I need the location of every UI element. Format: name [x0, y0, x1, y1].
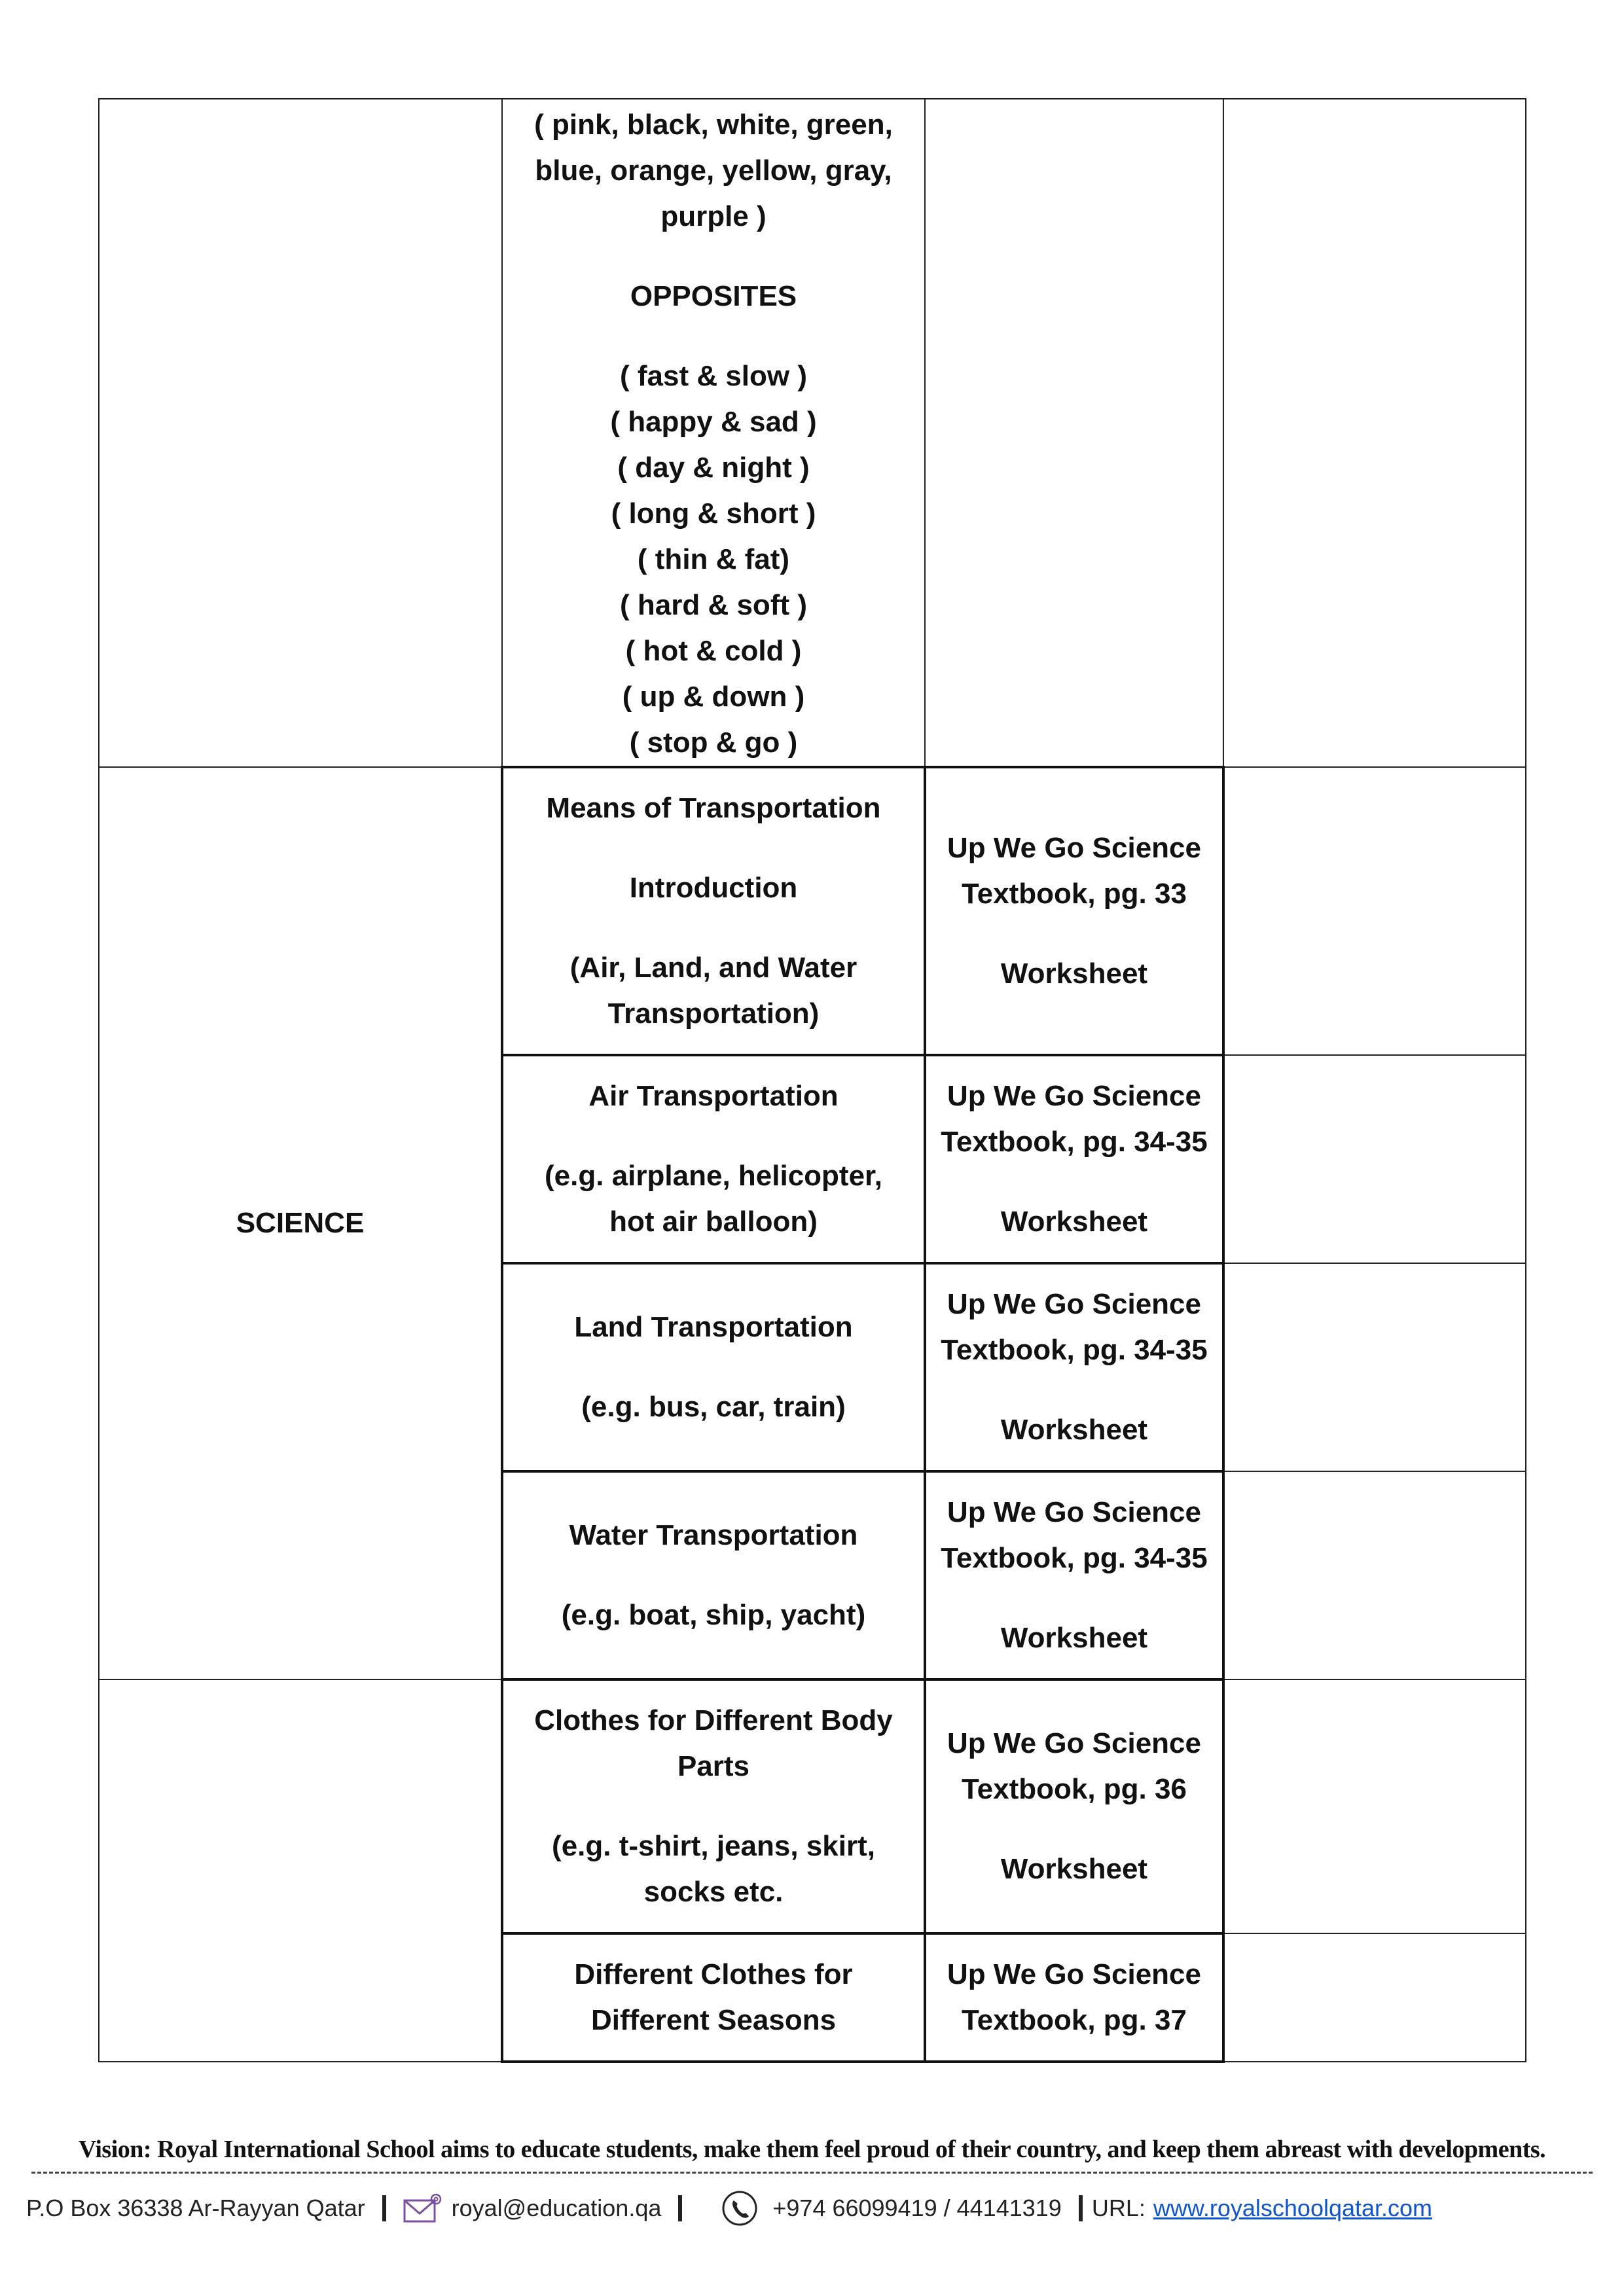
- topic-line: (e.g. bus, car, train): [581, 1391, 846, 1423]
- topic-line: socks etc.: [643, 1876, 784, 1908]
- resource-worksheet: Worksheet: [1000, 1414, 1148, 1446]
- resource-line: Textbook, pg. 34-35: [941, 1126, 1208, 1158]
- topic-title: Clothes for Different Body: [534, 1704, 893, 1736]
- notes-cell: [1223, 767, 1526, 1055]
- separator: [382, 2195, 386, 2221]
- subject-cell-empty: [99, 99, 502, 767]
- resource-cell: [925, 1263, 1223, 1471]
- topic-cell: [502, 1933, 925, 2062]
- resource-line: Up We Go Science: [947, 1727, 1201, 1759]
- opposite-pair: ( long & short ): [611, 497, 816, 529]
- topic-title: Different Seasons: [590, 2004, 837, 2036]
- curriculum-table: [98, 98, 1526, 2063]
- opposite-pair: ( hot & cold ): [625, 635, 802, 667]
- colors-line: blue, orange, yellow, gray,: [535, 154, 892, 187]
- table-row: [99, 767, 1526, 1055]
- subject-cell-empty: [99, 1679, 502, 2062]
- separator: [1079, 2195, 1083, 2221]
- notes-cell: [1223, 1471, 1526, 1679]
- table-row-colors-opposites: [99, 99, 1526, 767]
- vision-statement: Vision: Royal International School aims to educate students, make them feel proud of their country, and keep them abreast with developments.: [78, 2136, 1546, 2163]
- topic-title: Parts: [677, 1750, 750, 1782]
- resource-line: Up We Go Science: [947, 832, 1201, 864]
- topic-cell: [502, 1055, 925, 1263]
- topic-cell: [502, 1679, 925, 1933]
- topic-line: hot air balloon): [609, 1206, 818, 1238]
- resource-line: Textbook, pg. 33: [962, 878, 1187, 910]
- topic-line: Transportation): [607, 997, 820, 1030]
- resource-cell: [925, 767, 1223, 1055]
- topic-title: Land Transportation: [574, 1311, 853, 1343]
- website-link[interactable]: www.royalschoolqatar.com: [1153, 2195, 1433, 2221]
- topic-line: (e.g. t-shirt, jeans, skirt,: [552, 1830, 875, 1862]
- resource-line: Textbook, pg. 34-35: [941, 1334, 1208, 1366]
- resource-line: Up We Go Science: [947, 1496, 1201, 1528]
- address-text: P.O Box 36338 Ar-Rayyan Qatar: [26, 2195, 365, 2221]
- phone-icon: [721, 2190, 758, 2227]
- resource-line: Textbook, pg. 34-35: [941, 1542, 1208, 1574]
- topic-line: (e.g. airplane, helicopter,: [545, 1160, 882, 1192]
- topic-cell: [502, 1263, 925, 1471]
- notes-cell: [1223, 1055, 1526, 1263]
- resource-worksheet: Worksheet: [1000, 1206, 1148, 1238]
- email-text: royal@education.qa: [451, 2195, 662, 2221]
- colors-line: purple ): [660, 200, 767, 232]
- opposite-pair: ( thin & fat): [637, 543, 790, 575]
- resource-worksheet: Worksheet: [1000, 1622, 1148, 1654]
- opposite-pair: ( up & down ): [622, 681, 805, 713]
- resource-line: Up We Go Science: [947, 1288, 1201, 1320]
- resource-line: Up We Go Science: [947, 1080, 1201, 1112]
- topic-title: Air Transportation: [588, 1080, 839, 1112]
- topic-title: Means of Transportation: [546, 792, 881, 824]
- topic-line: (e.g. boat, ship, yacht): [561, 1599, 866, 1631]
- subject-cell-science: SCIENCE: [99, 767, 502, 1679]
- resource-cell-empty: [925, 99, 1223, 767]
- topic-title: Water Transportation: [569, 1519, 858, 1551]
- resource-cell: [925, 1471, 1223, 1679]
- resource-line: Textbook, pg. 37: [962, 2004, 1187, 2036]
- url-label: URL:: [1091, 2195, 1146, 2221]
- resource-cell: [925, 1933, 1223, 2062]
- footer-divider: [31, 2172, 1593, 2174]
- opposite-pair: ( fast & slow ): [619, 360, 808, 392]
- topic-cell: [502, 767, 925, 1055]
- colors-line: ( pink, black, white, green,: [534, 109, 893, 141]
- mail-icon: [403, 2193, 442, 2224]
- notes-cell: [1223, 1933, 1526, 2062]
- resource-cell: [925, 1679, 1223, 1933]
- topic-title: Different Clothes for: [574, 1958, 853, 1990]
- topic-cell: [502, 1471, 925, 1679]
- separator: [678, 2195, 682, 2221]
- resource-cell: [925, 1055, 1223, 1263]
- table-row: [99, 1679, 1526, 1933]
- opposite-pair: ( hard & soft ): [620, 589, 807, 621]
- resource-line: Textbook, pg. 36: [962, 1773, 1187, 1805]
- opposite-pair: ( stop & go ): [629, 726, 798, 759]
- topic-line: (Air, Land, and Water: [569, 952, 857, 984]
- notes-cell: [1223, 1263, 1526, 1471]
- resource-worksheet: Worksheet: [1000, 1853, 1148, 1885]
- opposite-pair: ( day & night ): [617, 452, 810, 484]
- resource-line: Up We Go Science: [947, 1958, 1201, 1990]
- notes-cell: [1223, 99, 1526, 767]
- topic-cell-colors-opposites: [502, 99, 925, 767]
- opposite-pair: ( happy & sad ): [610, 406, 817, 438]
- footer-contact: [26, 2182, 1610, 2234]
- resource-worksheet: Worksheet: [1000, 958, 1148, 990]
- notes-cell: [1223, 1679, 1526, 1933]
- opposites-heading: OPPOSITES: [630, 280, 797, 312]
- topic-line: Introduction: [629, 872, 798, 904]
- phone-text: +974 66099419 / 44141319: [772, 2195, 1062, 2221]
